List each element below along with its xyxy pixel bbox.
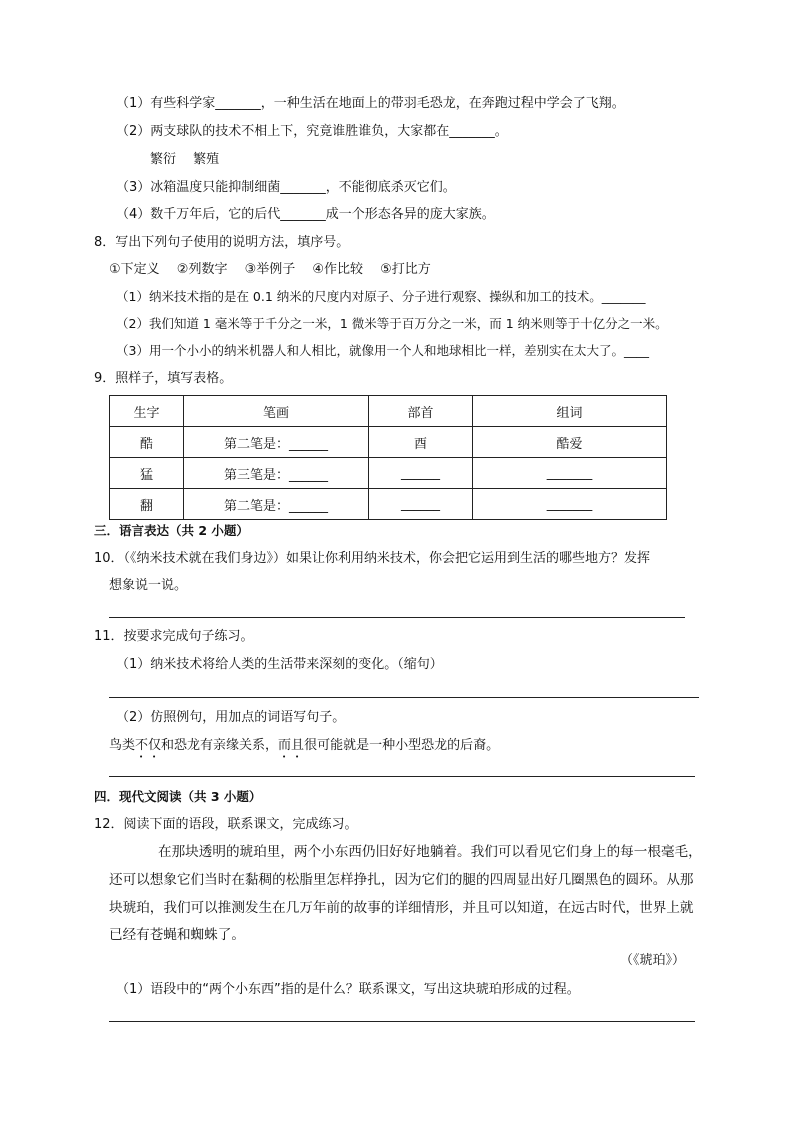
q11-sentence-2: （2）仿照例句，用加点的词语写句子。 — [116, 710, 346, 725]
q8-sentence-2: （2）我们知道 1 毫米等于千分之一米，1 微米等于百万分之一米，而 1 纳米则等于十亿分之一米。 — [116, 316, 668, 331]
dotted-word-1: 不仅 — [135, 738, 162, 753]
dotted-word-2: 而且 — [278, 738, 305, 753]
example-text: 很可能就是一种小型恐龙的后裔。 — [304, 738, 500, 753]
q8-title: 8．写出下列句子使用的说明方法，填序号。 — [94, 235, 350, 250]
table-row — [110, 489, 667, 520]
q12-sentence-1: （1）语段中的“两个小东西”指的是什么？联系课文，写出这块琥珀形成的过程。 — [116, 982, 580, 997]
table-row — [110, 427, 667, 458]
table-cell: 酉 — [369, 427, 473, 458]
table-header-row — [110, 396, 667, 427]
q7-sentence-2: （2）两支球队的技术不相上下，究竟谁胜谁负，大家都在_______。 — [116, 124, 508, 139]
table-cell: _______ — [473, 458, 667, 489]
q12-source: （《琥珀》） — [620, 953, 686, 968]
q11-answer-line-1[interactable] — [109, 697, 699, 698]
q9-title: 9．照样子，填写表格。 — [94, 371, 233, 386]
q7-word-options: 繁衍 繁殖 — [150, 152, 220, 167]
example-text: 鸟类 — [109, 738, 136, 753]
table-cell: _______ — [473, 489, 667, 520]
character-table — [109, 395, 667, 520]
q11-title: 11．按要求完成句子练习。 — [94, 629, 254, 644]
q10-answer-line[interactable] — [109, 617, 685, 618]
q12-title: 12．阅读下面的语段，联系课文，完成练习。 — [94, 817, 358, 832]
table-header: 生字 — [110, 396, 184, 427]
table-cell: ______ — [369, 489, 473, 520]
q8-sentence-3: （3）用一个小小的纳米机器人和人相比，就像用一个人和地球相比一样，差别实在太大了。____ — [116, 343, 649, 358]
q8-options: ①下定义 ②列数字 ③举例子 ④作比较 ⑤打比方 — [109, 262, 431, 277]
q7-sentence-1: （1）有些科学家_______，一种生活在地面上的带羽毛恐龙，在奔跑过程中学会了飞翔。 — [116, 96, 625, 111]
table-cell: 翻 — [110, 489, 184, 520]
q12-answer-line[interactable] — [109, 1021, 695, 1022]
q11-example-sentence — [109, 737, 499, 761]
q10-line-1: 10．（《纳米技术就在我们身边》）如果让你利用纳米技术，你会把它运用到生活的哪些地方？发挥 — [94, 551, 651, 566]
table-cell: 猛 — [110, 458, 184, 489]
table-cell: 第二笔是：______ — [184, 489, 369, 520]
table-cell: 酷爱 — [473, 427, 667, 458]
section-4-heading: 四．现代文阅读（共 3 小题） — [94, 789, 262, 804]
table-cell: ______ — [369, 458, 473, 489]
section-3-heading: 三．语言表达（共 2 小题） — [94, 523, 249, 538]
q12-passage-line-2: 还可以想象它们当时在黏稠的松脂里怎样挣扎，因为它们的腿的四周显出好几圈黑色的圆环。从那 — [109, 872, 694, 888]
q11-sentence-1: （1）纳米技术将给人类的生活带来深刻的变化。（缩句） — [116, 657, 443, 672]
table-cell: 酷 — [110, 427, 184, 458]
q12-passage-line-3: 块琥珀，我们可以推测发生在几万年前的故事的详细情形，并且可以知道，在远古时代，世界上就 — [109, 900, 694, 916]
q8-sentence-1: （1）纳米技术指的是在 0.1 纳米的尺度内对原子、分子进行观察、操纵和加工的技术。_______ — [116, 289, 646, 304]
table-header: 笔画 — [184, 396, 369, 427]
q7-sentence-4: （4）数千万年后，它的后代_______成一个形态各异的庞大家族。 — [116, 207, 495, 222]
table-cell: 第三笔是：______ — [184, 458, 369, 489]
table-cell: 第二笔是：______ — [184, 427, 369, 458]
q10-line-2: 想象说一说。 — [109, 578, 188, 593]
q12-passage-line-1: 在那块透明的琥珀里，两个小东西仍旧好好地躺着。我们可以看见它们身上的每一根毫毛， — [158, 844, 702, 860]
example-text: 和恐龙有亲缘关系， — [161, 738, 279, 753]
table-row — [110, 458, 667, 489]
q11-answer-line-2[interactable] — [109, 776, 695, 777]
q7-sentence-3: （3）冰箱温度只能抑制细菌_______，不能彻底杀灭它们。 — [116, 180, 456, 195]
q12-passage-line-4: 已经有苍蝇和蜘蛛了。 — [109, 927, 245, 943]
table-header: 组词 — [473, 396, 667, 427]
table-header: 部首 — [369, 396, 473, 427]
